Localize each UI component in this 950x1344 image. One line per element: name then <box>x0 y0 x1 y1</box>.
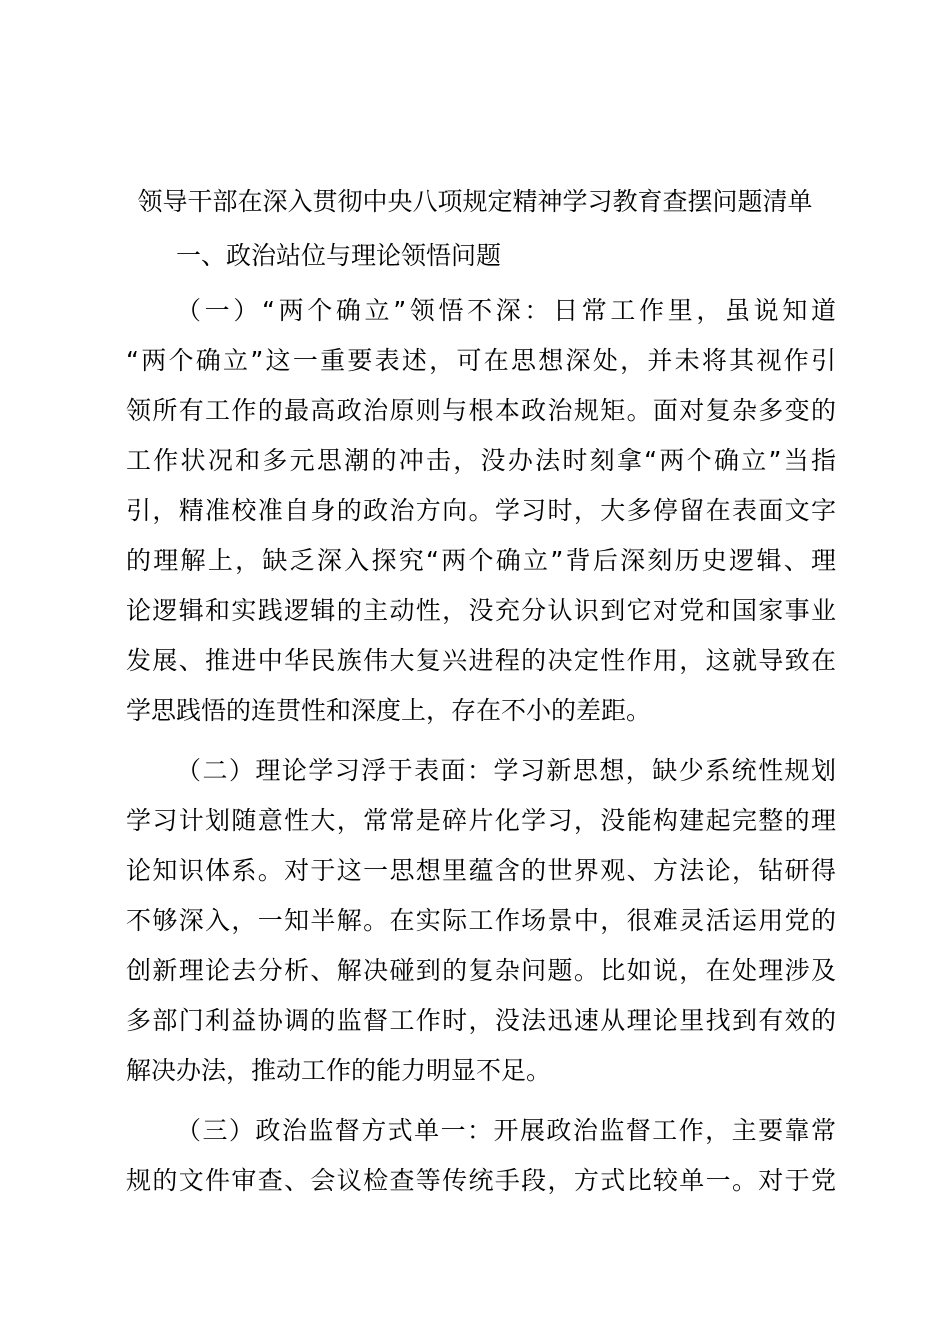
text-line: 论知识体系。对于这一思想里蕴含的世界观、方法论，钻研得 <box>126 856 836 885</box>
text-line: 解决办法，推动工作的能力明显不足。 <box>126 1056 552 1085</box>
text-line: 发展、推进中华民族伟大复兴进程的决定性作用，这就导致在 <box>126 646 836 675</box>
text-line: 论逻辑和实践逻辑的主动性，没充分认识到它对党和国家事业 <box>126 596 836 625</box>
text-line: 规的文件审查、会议检查等传统手段，方式比较单一。对于党 <box>126 1166 836 1195</box>
paragraph-3 <box>126 1106 836 1206</box>
text-line: 学思践悟的连贯性和深度上，存在不小的差距。 <box>126 696 652 725</box>
text-line: “两个确立”这一重要表述，可在思想深处，并未将其视作引 <box>126 346 836 375</box>
text-line: （二）理论学习浮于表面：学习新思想，缺少系统性规划 <box>176 756 836 785</box>
text-line: （三）政治监督方式单一：开展政治监督工作，主要靠常 <box>176 1116 836 1145</box>
text-line: 引，精准校准自身的政治方向。学习时，大多停留在表面文字 <box>126 496 836 525</box>
paragraph-1 <box>126 286 836 736</box>
text-line: 的理解上，缺乏深入探究“两个确立”背后深刻历史逻辑、理 <box>126 546 836 575</box>
document-title: 领导干部在深入贯彻中央八项规定精神学习教育查摆问题清单 <box>137 187 813 216</box>
document-body <box>126 236 836 1206</box>
text-line: 领所有工作的最高政治原则与根本政治规矩。面对复杂多变的 <box>126 396 836 425</box>
text-line: （一）“两个确立”领悟不深：日常工作里，虽说知道 <box>176 296 836 325</box>
text-line: 多部门利益协调的监督工作时，没法迅速从理论里找到有效的 <box>126 1006 836 1035</box>
text-line: 创新理论去分析、解决碰到的复杂问题。比如说，在处理涉及 <box>126 956 836 985</box>
text-line: 不够深入，一知半解。在实际工作场景中，很难灵活运用党的 <box>126 906 836 935</box>
paragraph-2 <box>126 746 836 1096</box>
text-line: 工作状况和多元思潮的冲击，没办法时刻拿“两个确立”当指 <box>126 446 836 475</box>
text-line: 学习计划随意性大，常常是碎片化学习，没能构建起完整的理 <box>126 806 836 835</box>
section-heading: 一、政治站位与理论领悟问题 <box>176 241 502 270</box>
